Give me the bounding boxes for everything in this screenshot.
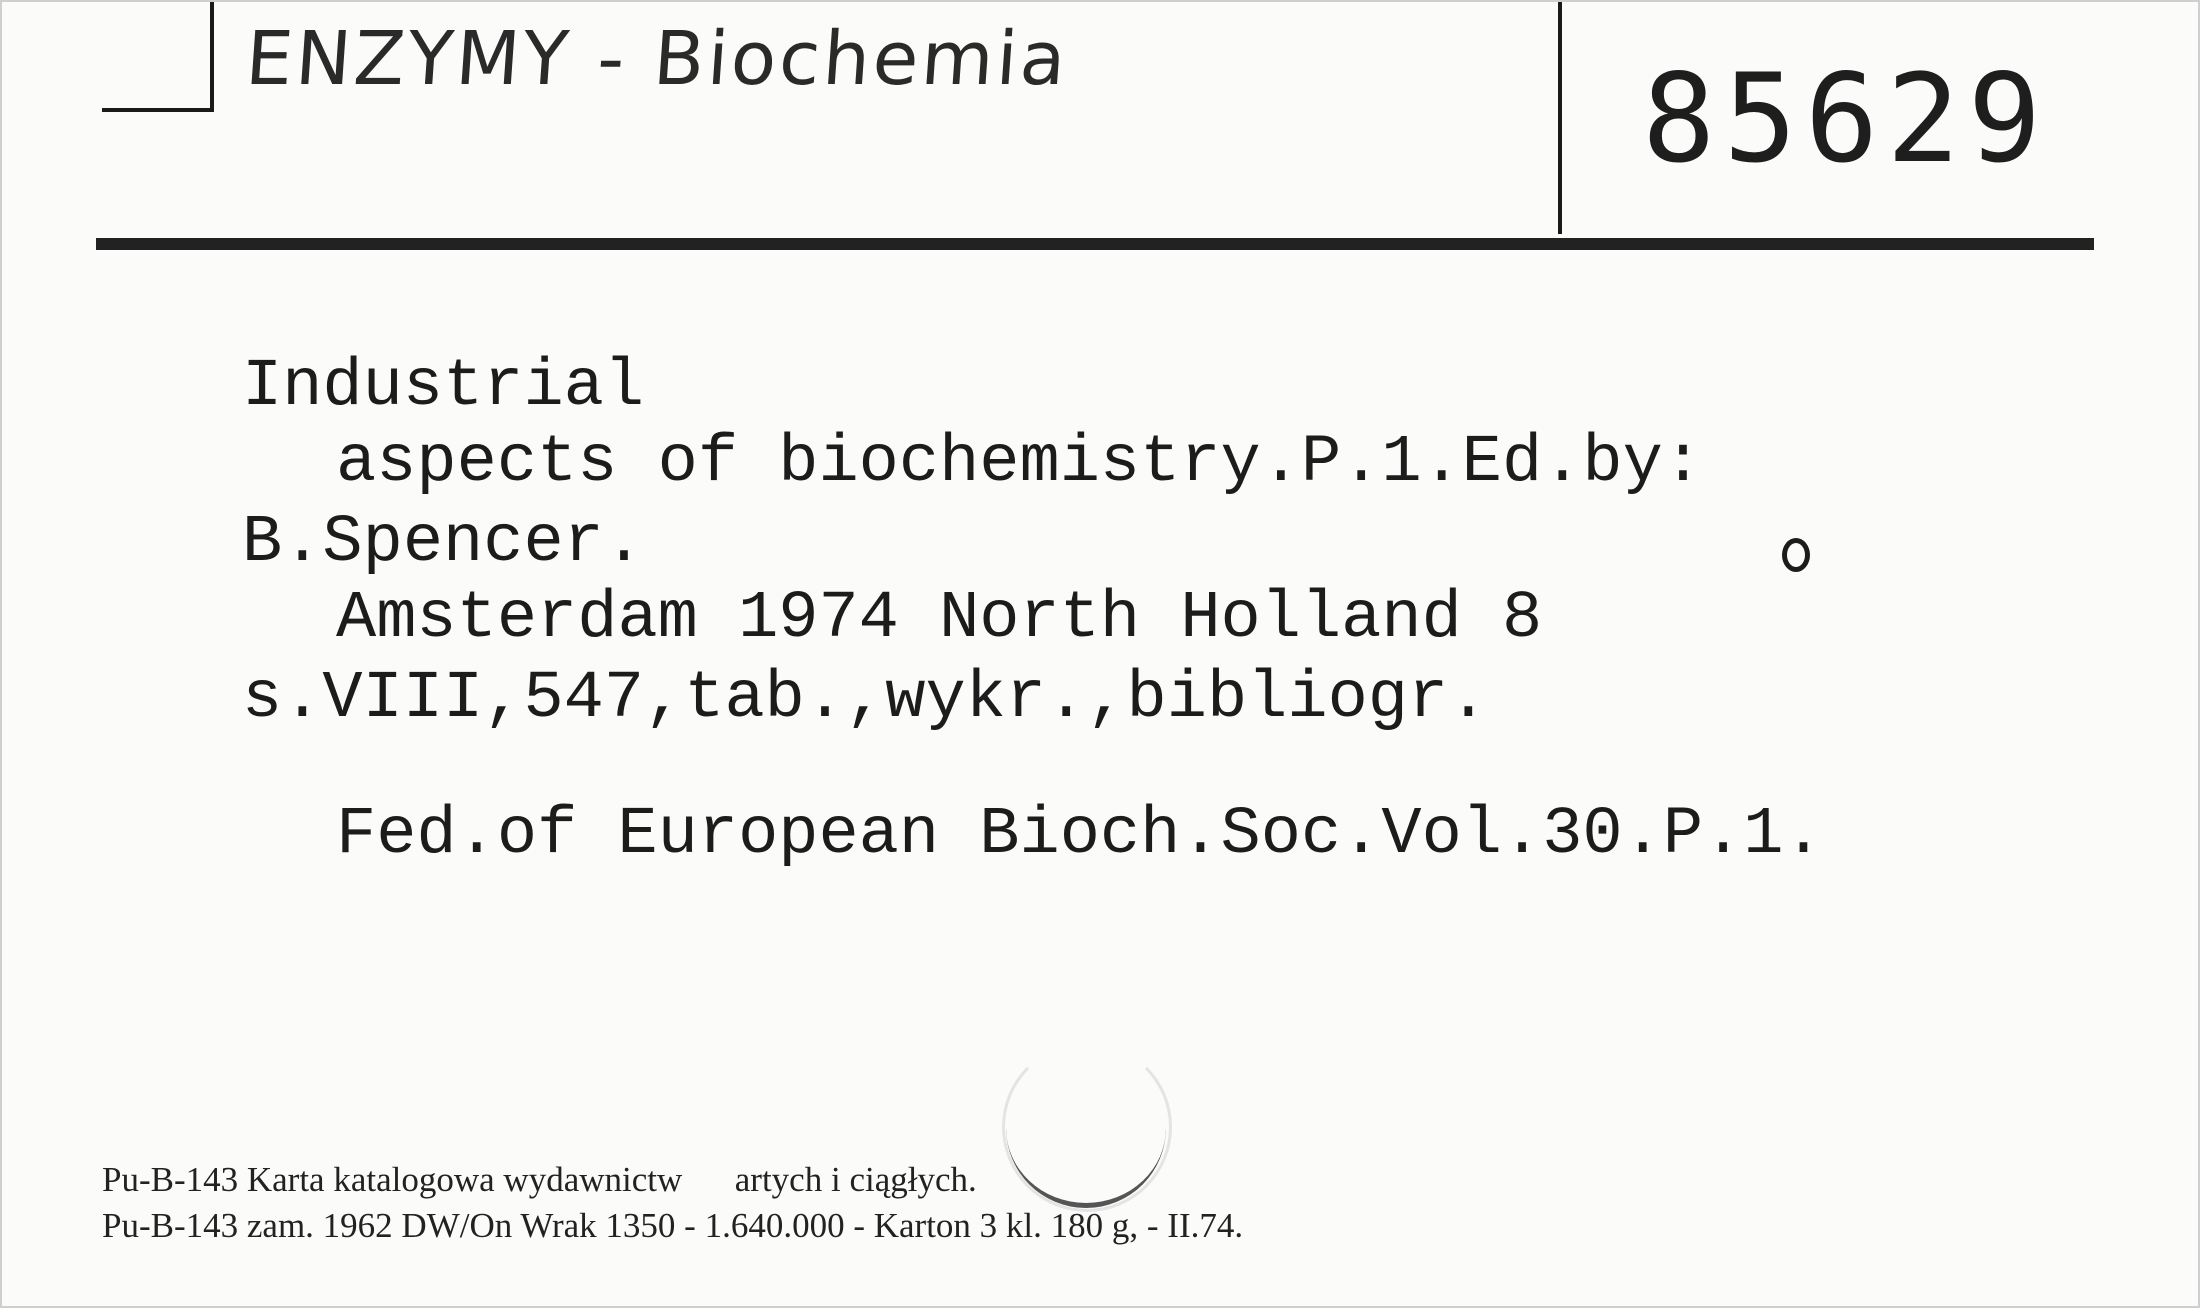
stamp-mark-base [1006, 1128, 1166, 1208]
collation-line: s.VIII,547,tab.,wykr.,bibliogr. [242, 661, 1489, 737]
format-degree-mark [1782, 538, 1810, 572]
call-number: 85629 [1642, 48, 2050, 190]
footer-line-2: Pu-B-143 zam. 1962 DW/On Wrak 1350 - 1.640.000 - Karton 3 kl. 180 g, - II.74. [102, 1206, 1244, 1245]
footer-line-1: Pu-B-143 Karta katalogowa wydawnictw artych i ciągłych. [102, 1160, 977, 1199]
heading-stub-line [102, 108, 212, 112]
imprint-line: Amsterdam 1974 North Holland 8 [336, 581, 1543, 657]
header-rule [96, 238, 2094, 250]
title-line-1: Industrial [242, 349, 645, 425]
heading-stub-bracket [210, 2, 214, 112]
series-line: Fed.of European Bioch.Soc.Vol.30.P.1. [336, 797, 1824, 873]
title-line-2: aspects of biochemistry.P.1.Ed.by: [336, 425, 1704, 501]
subject-heading: ENZYMY - Biochemia [242, 16, 1072, 102]
header-divider [1558, 2, 1562, 234]
editor-line: B.Spencer. [242, 505, 645, 581]
